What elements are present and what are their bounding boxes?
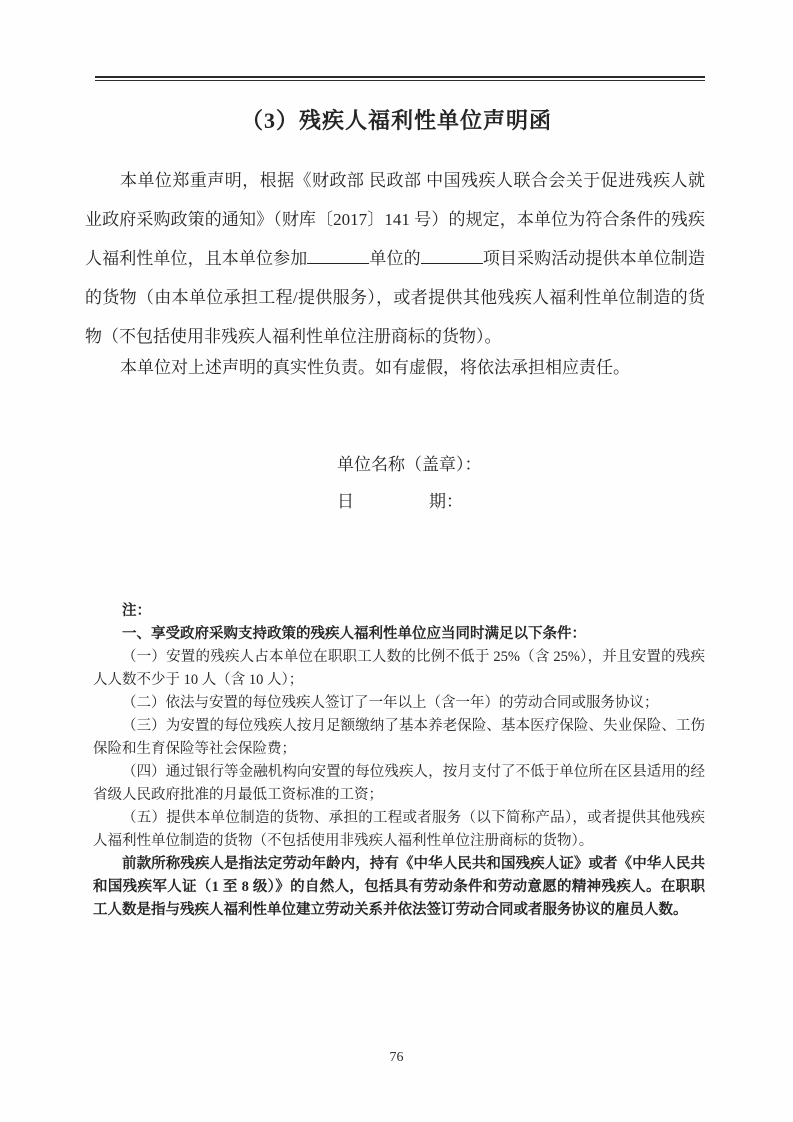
note-item-condition-2: （二）依法与安置的每位残疾人签订了一年以上（含一年）的劳动合同或服务协议； xyxy=(122,695,659,711)
date-label xyxy=(337,483,463,520)
notes-section xyxy=(93,600,705,922)
declaration-paragraph-1 xyxy=(85,161,705,356)
note-item-condition-3: （三）为安置的每位残疾人按月足额缴纳了基本养老保险、基本医疗保险、失业保险、工伤保险和生育保险等社会保险费； xyxy=(93,718,705,757)
project-name-blank xyxy=(421,261,483,264)
declaration-text-segment: 单位的 xyxy=(369,249,421,268)
note-item-conditions-heading: 一、享受政府采购支持政策的残疾人福利性单位应当同时满足以下条件： xyxy=(122,626,586,642)
document-title: （3）残疾人福利性单位声明函 xyxy=(240,108,552,133)
declaration-body xyxy=(85,161,705,387)
unit-name-seal-label: 单位名称（盖章）： xyxy=(337,455,482,474)
header-rule xyxy=(95,76,705,81)
notes-label: 注： xyxy=(122,603,151,619)
date-label-left: 日 xyxy=(337,492,354,511)
purchaser-name-blank xyxy=(307,261,369,264)
date-label-right: 期： xyxy=(429,492,463,511)
note-item-condition-1: （一）安置的残疾人占本单位在职职工人数的比例不低于 25%（含 25%），并且安置的残疾人人数不少于 10 人（含 10 人）； xyxy=(93,649,705,688)
note-item-definition: 前款所称残疾人是指法定劳动年龄内，持有《中华人民共和国残疾人证》或者《中华人民共和国残疾军人证（1 至 8 级）》的自然人，包括具有劳动条件和劳动意愿的精神残疾人。在职职工人数是指与残疾人福利性单位建立劳动关系并依法签订劳动合同或者服务协议的雇员人数。 xyxy=(93,856,705,918)
declaration-text-segment: 项目采购活动提供本单位制造的货物（由本单位承担工程/提供服务），或者提供其他残疾人福利性单位制造的货物（不包括使用非残疾人福利性单位注册商标的货物）。 xyxy=(85,249,706,346)
note-item-condition-4: （四）通过银行等金融机构向安置的每位残疾人，按月支付了不低于单位所在区县适用的经省级人民政府批准的月最低工资标准的工资； xyxy=(93,764,705,803)
declaration-paragraph-2: 本单位对上述声明的真实性负责。如有虚假，将依法承担相应责任。 xyxy=(120,358,630,377)
note-item-condition-5: （五）提供本单位制造的货物、承担的工程或者服务（以下简称产品），或者提供其他残疾人福利性单位制造的货物（不包括使用非残疾人福利性单位注册商标的货物）。 xyxy=(93,810,705,849)
page-number: 76 xyxy=(389,1050,404,1065)
signature-block xyxy=(337,446,482,520)
declaration-text-segment: 本单位郑重声明，根据《财政部 民政部 中国残疾人联合会关于促进残疾人就业政府采购政策的通知》（财库〔2017〕141 号）的规定，本单位为符合条件的残疾人福利性单位，且本单位参加 xyxy=(85,171,705,268)
